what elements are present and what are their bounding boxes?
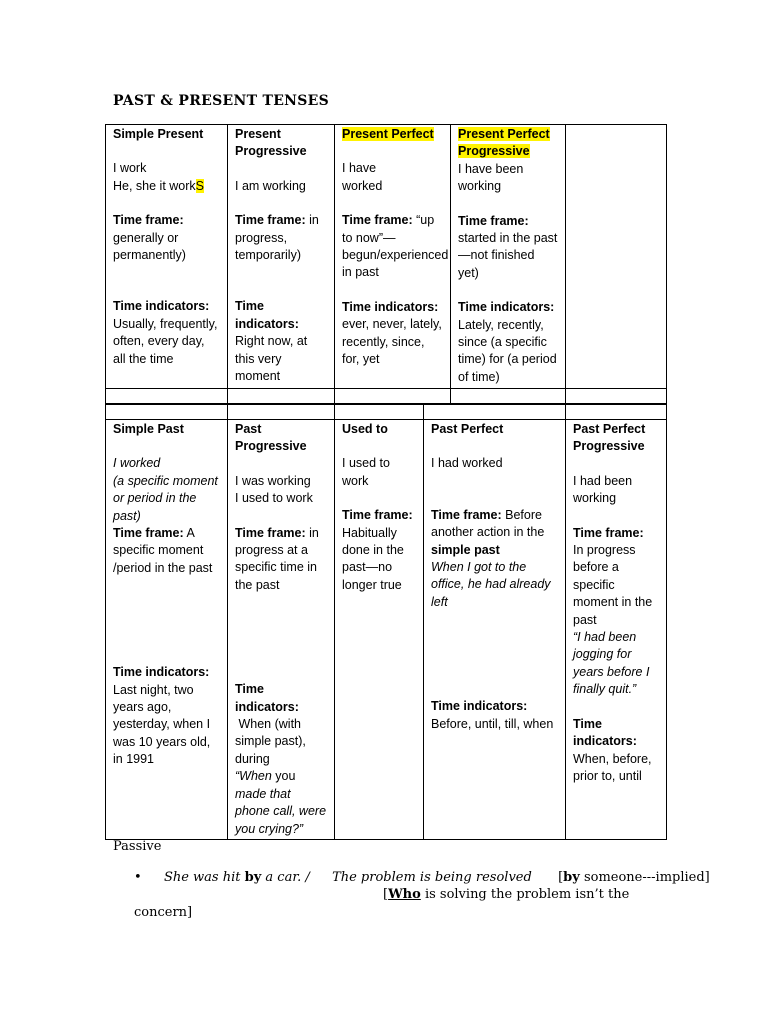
cell-simple-past [106, 420, 228, 840]
heading-present-progressive: Present Progressive [235, 127, 307, 159]
example-line: I am working [235, 178, 306, 193]
time-indicators-text: When, before, prior to, until [573, 751, 652, 783]
cell-present-perfect [335, 125, 451, 389]
past-row [106, 420, 667, 840]
example-line: I had been working [573, 473, 633, 506]
spacer-cell [335, 389, 451, 404]
time-indicators-text: Lately, recently, since (a specific time) for (a period of time) [458, 317, 557, 384]
cell-past-perfect-progressive [566, 420, 667, 840]
passive-example-2: The problem is being resolved [332, 870, 532, 885]
time-frame-text: Habitually done in the past—no longer true [342, 525, 404, 592]
time-frame-label: Time frame: [573, 525, 644, 540]
present-row [106, 125, 667, 389]
time-indicators-text: Last night, two years ago, yesterday, when I was 10 years old, in 1991 [113, 682, 211, 767]
example-line: He, she it workS [113, 178, 205, 193]
spacer-cell [424, 405, 566, 420]
example-quote: “I had been jogging for years before I finally quit.” [573, 630, 650, 697]
cell-used-to [335, 420, 424, 840]
time-frame-text: “up to now”—begun/experienced in past [342, 213, 449, 280]
time-frame-text: in progress, temporarily) [235, 213, 319, 263]
example-quote: “When you made that phone call, were you crying?” [235, 769, 327, 836]
present-tenses-table [105, 124, 667, 404]
passive-bullet-item [134, 870, 710, 885]
heading-past-perfect: Past Perfect [431, 422, 504, 436]
time-indicators-label: Time indicators: [458, 300, 555, 315]
time-indicators-label: Time indicators: [235, 299, 299, 331]
cell-simple-present [106, 125, 228, 389]
heading-past-perfect-progressive: Past Perfect Progressive [573, 422, 646, 454]
time-frame-text: A specific moment /period in the past [113, 526, 213, 575]
passive-concern-line: concern] [134, 905, 193, 920]
spacer-cell [106, 405, 228, 420]
example-line: I used to work [235, 491, 313, 506]
past-tenses-table [105, 404, 667, 840]
spacer-cell [106, 389, 228, 404]
time-indicators-label: Time indicators: [113, 299, 210, 314]
time-frame-text: generally or permanently) [113, 230, 186, 263]
example-note: (a specific moment or period in the past) [113, 473, 218, 523]
time-frame-label: Time frame: [342, 213, 413, 228]
time-frame-label: Time frame: [235, 525, 306, 540]
spacer-cell [566, 389, 667, 404]
time-frame-label: Time frame: [113, 526, 184, 541]
cell-past-perfect [424, 420, 566, 840]
heading-present-perfect-progressive: Present Perfect Progressive [458, 127, 550, 159]
passive-label: Passive [113, 839, 162, 854]
heading-present-perfect: Present Perfect [342, 127, 434, 141]
time-frame-label: Time frame: [431, 507, 502, 522]
example-line: I work [113, 161, 147, 176]
spacer-cell [228, 389, 335, 404]
cell-present-perfect-progressive [451, 125, 566, 389]
example-line: I was working [235, 473, 311, 488]
heading-simple-past: Simple Past [113, 422, 184, 436]
example-quote: When I got to the office, he had already left [431, 560, 551, 609]
spacer-row [106, 405, 667, 420]
time-indicators-text: When (with simple past), during [235, 717, 310, 766]
example-line: I had worked [431, 456, 503, 471]
highlight-suffix: S [195, 178, 205, 193]
spacer-cell [335, 405, 424, 420]
time-indicators-label: Time indicators: [342, 299, 439, 314]
time-indicators-text: Usually, frequently, often, every day, all the time [113, 316, 218, 366]
cell-empty [566, 125, 667, 389]
time-indicators-label: Time indicators: [235, 682, 299, 714]
time-frame-label: Time frame: [235, 213, 306, 228]
time-frame-text: In progress before a specific moment in the past [573, 543, 653, 627]
time-indicators-label: Time indicators: [431, 699, 528, 714]
time-indicators-text: Right now, at this very moment [235, 334, 308, 384]
spacer-cell [228, 405, 335, 420]
time-frame-text: in progress at a specific time in the past [235, 525, 319, 592]
spacer-cell [451, 389, 566, 404]
example-line: worked [342, 178, 383, 193]
spacer-row [106, 389, 667, 404]
passive-note-by: [by someone---implied] [558, 870, 710, 885]
time-indicators-label: Time indicators: [113, 665, 210, 680]
example-line: I used to work [342, 456, 390, 488]
time-frame-label: Time frame: [113, 213, 184, 228]
example-line: I have been working [458, 161, 524, 194]
heading-past-progressive: Past Progressive [235, 422, 307, 454]
passive-who-note: [Who is solving the problem isn’t the [383, 887, 630, 902]
time-indicators-label: Time indicators: [573, 716, 637, 749]
time-frame-label: Time frame: [458, 213, 529, 228]
cell-past-progressive [228, 420, 335, 840]
time-frame-text: started in the past—not finished yet) [458, 231, 558, 280]
spacer-cell [566, 405, 667, 420]
time-frame-label: Time frame: [342, 508, 413, 523]
time-indicators-text: ever, never, lately, recently, since, for, yet [342, 317, 442, 367]
time-frame-text: Before another action in the [431, 507, 545, 540]
example-line: I worked [113, 456, 161, 471]
cell-present-progressive [228, 125, 335, 389]
passive-example-1: She was hit by a car. / [163, 870, 310, 885]
heading-simple-present: Simple Present [113, 127, 204, 141]
time-frame-bold: simple past [431, 542, 500, 557]
page-title: PAST & PRESENT TENSES [113, 93, 330, 109]
example-line: I have [342, 161, 377, 176]
time-indicators-text: Before, until, till, when [431, 716, 554, 731]
bullet-icon: • [134, 870, 142, 885]
heading-used-to: Used to [342, 422, 388, 436]
